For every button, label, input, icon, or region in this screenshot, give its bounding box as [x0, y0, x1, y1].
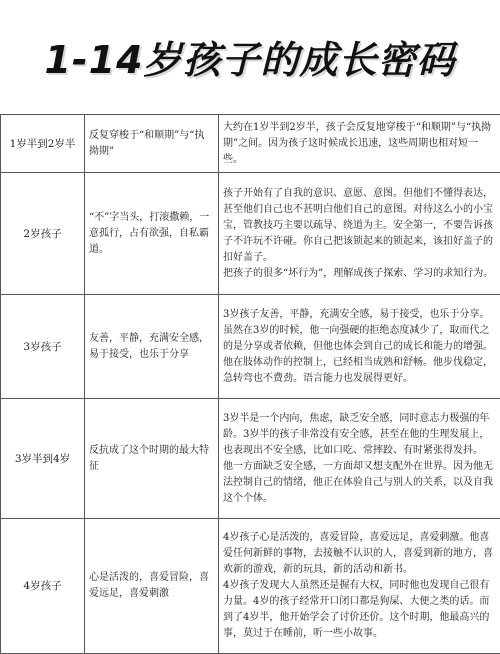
description-cell: 大约在1岁半到2岁半，孩子会反复地穿梭于“和顺期”与“执拗期”之间。因为孩子这时候成长迅速，这些周期也相对短一些。 [219, 115, 500, 173]
table-row [1, 115, 500, 173]
trait-cell: 友善，平静，充满安全感，易于接受，也乐于分享 [85, 295, 219, 399]
age-cell: 1岁半到2岁半 [1, 115, 85, 173]
table-row [1, 295, 500, 399]
trait-cell: “不”字当头，打滚撒赖，一意孤行，占有欲强，自私霸道。 [85, 173, 219, 295]
age-cell: 3岁孩子 [1, 295, 85, 399]
table-row [1, 173, 500, 295]
age-cell: 4岁孩子 [1, 519, 85, 654]
trait-cell: 反抗成了这个时期的最大特征 [85, 399, 219, 519]
description-cell: 3岁孩子友善，平静，充满安全感，易于接受，也乐于分享。虽然在3岁的时候，他一向强硬的拒绝态度减少了，取而代之的是分享或者依赖，但他也体会到自己的成长和能力的增强。他在肢体动作的控制上，已经相当成熟和舒畅。他步伐稳定，急转弯也不费劲。语言能力也发展得更好。 [219, 295, 500, 399]
age-cell: 3岁半到4岁 [1, 399, 85, 519]
growth-table [0, 114, 500, 654]
trait-cell: 反复穿梭于“和顺期”与“执拗期” [85, 115, 219, 173]
description-cell: 3岁半是一个内向，焦虑，缺乏安全感，同时意志力极强的年龄。3岁半的孩子非常没有安全感，甚至在他的生理发展上，也表现出不安全感，比如口吃、常摔跤、有时紧张得发抖。 他一方面缺乏安全感，一方面却又想支配外在世界。因为他无法控制自己的情绪，他正在体验自己与别人的关系，以及自我这个个体。 [219, 399, 500, 519]
title-banner [0, 0, 500, 112]
age-cell: 2岁孩子 [1, 173, 85, 295]
table-row [1, 399, 500, 519]
description-cell: 4岁孩子心是活泼的，喜爱冒险，喜爱远足，喜爱刺激。他喜爱任何新鲜的事物，去接触不认识的人，喜爱到新的地方，喜欢新的游戏，新的玩具，新的活动和新书。 4岁孩子发现大人虽然还是握有大权，同时他也发现自己很有力量。4岁的孩子经常开口闭口都是狗屎、大便之类的话。而到了4岁半，他开始学会了讨价还价。这个时期，他最高兴的事，莫过于在睡前，听一些小故事。 [219, 519, 500, 654]
table-row [1, 519, 500, 654]
description-cell: 孩子开始有了自我的意识、意愿、意图。但他们不懂得表达，甚至他们自己也不甚明白他们自己的意图。对待这么小的小宝宝，管教技巧主要以疏导、绕道为主。安全第一，不要告诉孩子不许玩不许碰。你自己把该锁起来的锁起来，该扣好盖子的扣好盖子。 把孩子的很多“坏行为”，理解成孩子探索、学习的求知行为。 [219, 173, 500, 295]
trait-cell: 心是活泼的，喜爱冒险，喜爱远足，喜爱刺激 [85, 519, 219, 654]
page-title: 1-14岁孩子的成长密码 [44, 29, 455, 84]
